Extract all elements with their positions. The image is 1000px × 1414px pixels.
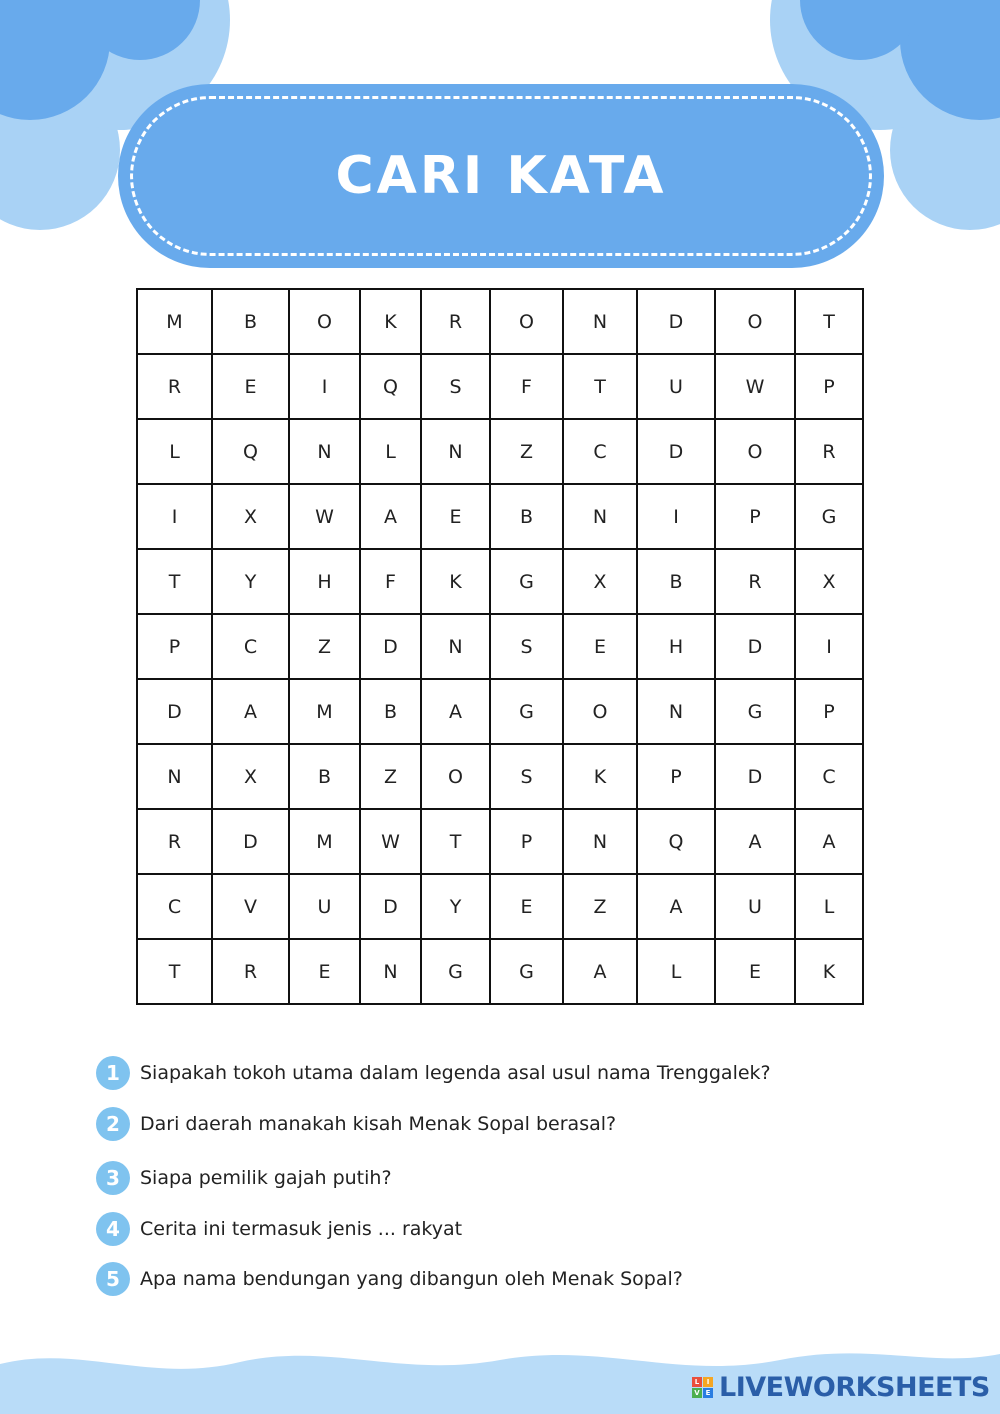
grid-cell[interactable]: B [212, 289, 289, 354]
grid-cell[interactable]: O [490, 289, 563, 354]
question-text: Siapakah tokoh utama dalam legenda asal usul nama Trenggalek? [140, 1062, 771, 1084]
grid-cell[interactable]: X [212, 484, 289, 549]
grid-cell[interactable]: A [715, 809, 795, 874]
question-number-badge: 2 [96, 1107, 130, 1141]
grid-cell[interactable]: W [289, 484, 360, 549]
grid-cell[interactable]: H [637, 614, 715, 679]
grid-cell[interactable]: I [637, 484, 715, 549]
grid-cell[interactable]: D [715, 744, 795, 809]
grid-cell[interactable]: T [563, 354, 637, 419]
grid-cell[interactable]: S [421, 354, 490, 419]
liveworksheets-logo [692, 1372, 990, 1403]
grid-cell[interactable]: R [137, 809, 212, 874]
grid-cell[interactable]: R [715, 549, 795, 614]
word-search-grid [136, 288, 864, 1005]
grid-cell[interactable]: K [360, 289, 421, 354]
grid-cell[interactable]: O [289, 289, 360, 354]
grid-cell[interactable]: N [421, 419, 490, 484]
question-text: Cerita ini termasuk jenis ... rakyat [140, 1218, 463, 1240]
grid-cell[interactable]: D [715, 614, 795, 679]
grid-cell[interactable]: A [212, 679, 289, 744]
grid-cell[interactable]: R [212, 939, 289, 1004]
grid-cell[interactable]: E [563, 614, 637, 679]
grid-cell[interactable]: E [289, 939, 360, 1004]
grid-cell[interactable]: A [421, 679, 490, 744]
grid-cell[interactable]: D [137, 679, 212, 744]
grid-cell[interactable]: D [212, 809, 289, 874]
grid-cell[interactable]: G [490, 679, 563, 744]
grid-row [137, 809, 863, 874]
grid-cell[interactable]: K [795, 939, 863, 1004]
grid-cell[interactable]: N [360, 939, 421, 1004]
grid-cell[interactable]: N [563, 484, 637, 549]
grid-cell[interactable]: E [212, 354, 289, 419]
grid-cell[interactable]: M [137, 289, 212, 354]
grid-cell[interactable]: A [637, 874, 715, 939]
grid-cell[interactable]: O [563, 679, 637, 744]
question-text: Dari daerah manakah kisah Menak Sopal berasal? [140, 1113, 617, 1135]
grid-row [137, 354, 863, 419]
question-item [96, 1161, 392, 1195]
grid-cell[interactable]: L [360, 419, 421, 484]
grid-cell[interactable]: F [490, 354, 563, 419]
grid-cell[interactable]: Z [490, 419, 563, 484]
grid-row [137, 679, 863, 744]
grid-cell[interactable]: U [289, 874, 360, 939]
grid-cell[interactable]: P [137, 614, 212, 679]
grid-cell[interactable]: D [637, 419, 715, 484]
grid-cell[interactable]: N [137, 744, 212, 809]
grid-cell[interactable]: N [289, 419, 360, 484]
grid-cell[interactable]: T [137, 939, 212, 1004]
grid-cell[interactable]: F [360, 549, 421, 614]
grid-cell[interactable]: S [490, 614, 563, 679]
grid-cell[interactable]: N [563, 289, 637, 354]
question-number-badge: 4 [96, 1212, 130, 1246]
grid-cell[interactable]: P [637, 744, 715, 809]
grid-cell[interactable]: U [715, 874, 795, 939]
grid-cell[interactable]: B [360, 679, 421, 744]
grid-cell[interactable]: G [490, 549, 563, 614]
grid-cell[interactable]: T [137, 549, 212, 614]
question-number-badge: 3 [96, 1161, 130, 1195]
grid-cell[interactable]: Z [360, 744, 421, 809]
grid-cell[interactable]: B [637, 549, 715, 614]
grid-cell[interactable]: C [795, 744, 863, 809]
question-item [96, 1262, 683, 1296]
grid-cell[interactable]: E [715, 939, 795, 1004]
grid-cell[interactable]: Q [360, 354, 421, 419]
grid-cell[interactable]: P [795, 679, 863, 744]
grid-cell[interactable]: A [795, 809, 863, 874]
grid-cell[interactable]: K [421, 549, 490, 614]
question-text: Apa nama bendungan yang dibangun oleh Menak Sopal? [140, 1268, 683, 1290]
grid-cell[interactable]: X [563, 549, 637, 614]
grid-cell[interactable]: R [421, 289, 490, 354]
grid-cell[interactable]: Y [421, 874, 490, 939]
grid-row [137, 484, 863, 549]
grid-cell[interactable]: L [637, 939, 715, 1004]
grid-cell[interactable]: N [563, 809, 637, 874]
grid-cell[interactable]: X [795, 549, 863, 614]
grid-cell[interactable]: K [563, 744, 637, 809]
grid-cell[interactable]: H [289, 549, 360, 614]
grid-cell[interactable]: Y [212, 549, 289, 614]
grid-cell[interactable]: Q [212, 419, 289, 484]
grid-cell[interactable]: L [137, 419, 212, 484]
grid-row [137, 289, 863, 354]
grid-cell[interactable]: D [637, 289, 715, 354]
grid-cell[interactable]: V [212, 874, 289, 939]
grid-cell[interactable]: S [490, 744, 563, 809]
grid-cell[interactable]: G [795, 484, 863, 549]
grid-cell[interactable]: X [212, 744, 289, 809]
question-number-badge: 1 [96, 1056, 130, 1090]
grid-cell[interactable]: N [637, 679, 715, 744]
question-item [96, 1107, 616, 1141]
grid-row [137, 939, 863, 1004]
question-item [96, 1212, 462, 1246]
grid-cell[interactable]: A [360, 484, 421, 549]
title-banner [118, 84, 884, 268]
grid-cell[interactable]: E [490, 874, 563, 939]
grid-cell[interactable]: W [360, 809, 421, 874]
grid-cell[interactable]: A [563, 939, 637, 1004]
grid-cell[interactable]: B [490, 484, 563, 549]
grid-cell[interactable]: O [715, 419, 795, 484]
grid-row [137, 614, 863, 679]
grid-cell[interactable]: I [795, 614, 863, 679]
grid-cell[interactable]: D [360, 614, 421, 679]
grid-cell[interactable]: I [137, 484, 212, 549]
grid-cell[interactable]: E [421, 484, 490, 549]
question-item [96, 1056, 771, 1090]
grid-cell[interactable]: Q [637, 809, 715, 874]
grid-cell[interactable]: P [715, 484, 795, 549]
grid-cell[interactable]: D [360, 874, 421, 939]
grid-cell[interactable]: T [421, 809, 490, 874]
grid-cell[interactable]: U [637, 354, 715, 419]
grid-cell[interactable]: P [795, 354, 863, 419]
grid-cell[interactable]: I [289, 354, 360, 419]
grid-cell[interactable]: R [795, 419, 863, 484]
logo-mark-icon: L I V E [692, 1377, 713, 1398]
grid-row [137, 874, 863, 939]
grid-cell[interactable]: G [490, 939, 563, 1004]
logo-text: LIVEWORKSHEETS [719, 1372, 990, 1403]
grid-cell[interactable]: T [795, 289, 863, 354]
grid-cell[interactable]: C [563, 419, 637, 484]
grid-row [137, 744, 863, 809]
grid-cell[interactable]: P [490, 809, 563, 874]
question-number-badge: 5 [96, 1262, 130, 1296]
grid-cell[interactable]: C [137, 874, 212, 939]
grid-cell[interactable]: M [289, 679, 360, 744]
grid-cell[interactable]: B [289, 744, 360, 809]
grid-cell[interactable]: Z [563, 874, 637, 939]
grid-row [137, 419, 863, 484]
grid-cell[interactable]: N [421, 614, 490, 679]
grid-cell[interactable]: C [212, 614, 289, 679]
grid-cell[interactable]: G [715, 679, 795, 744]
grid-cell[interactable]: M [289, 809, 360, 874]
grid-cell[interactable]: G [421, 939, 490, 1004]
grid-cell[interactable]: O [715, 289, 795, 354]
grid-row [137, 549, 863, 614]
question-text: Siapa pemilik gajah putih? [140, 1167, 392, 1189]
grid-cell[interactable]: O [421, 744, 490, 809]
grid-cell[interactable]: W [715, 354, 795, 419]
page-title: CARI KATA [335, 146, 667, 206]
grid-cell[interactable]: Z [289, 614, 360, 679]
grid-cell[interactable]: L [795, 874, 863, 939]
grid-cell[interactable]: R [137, 354, 212, 419]
